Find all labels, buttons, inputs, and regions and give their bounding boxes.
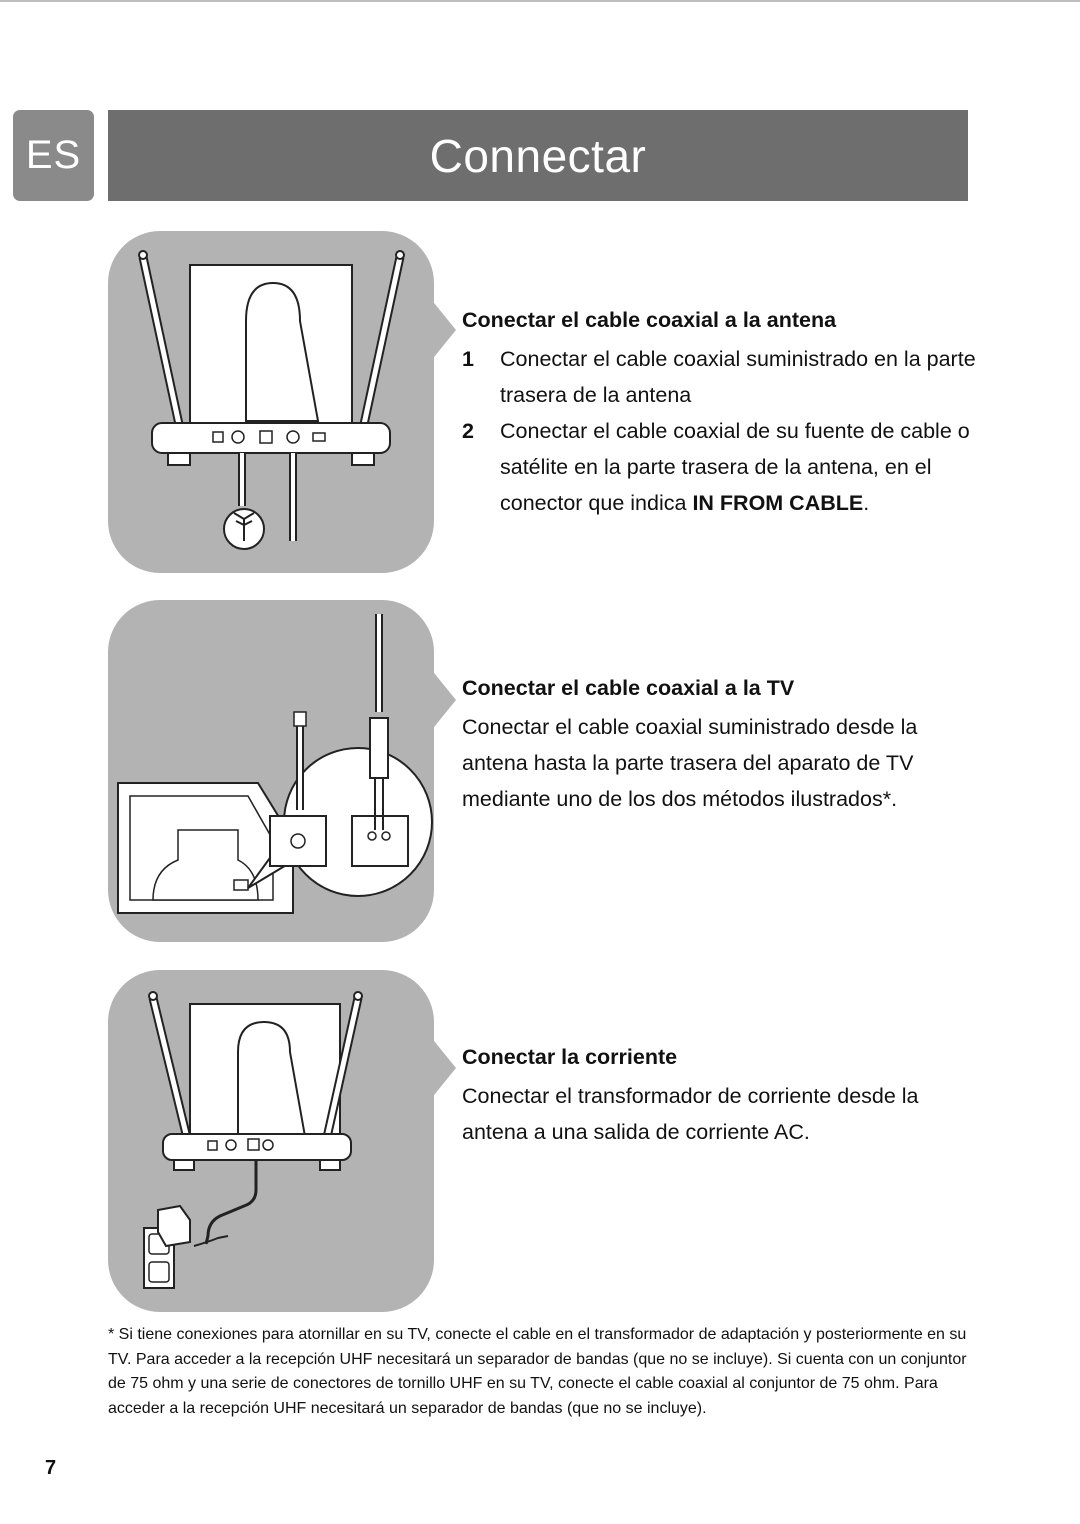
power-connection-illustration xyxy=(108,970,434,1312)
step-text xyxy=(500,413,977,521)
panel-pointer xyxy=(430,1036,456,1100)
page-title: Connectar xyxy=(108,110,968,201)
antenna-illustration-svg xyxy=(108,231,434,573)
section-heading: Conectar el cable coaxial a la antena xyxy=(462,308,837,332)
step-item xyxy=(462,341,977,413)
panel-pointer xyxy=(430,668,456,732)
section-heading: Conectar el cable coaxial a la TV xyxy=(462,676,795,700)
antenna-connection-illustration xyxy=(108,231,434,573)
step-text-part: Conectar el cable coaxial de su fuente de cable o satélite en la parte trasera de la antena, en el conector que indica xyxy=(500,419,970,515)
step-number: 2 xyxy=(462,419,474,443)
top-rule xyxy=(0,0,1080,2)
section-body: Conectar el transformador de corriente desde la antena a una salida de corriente AC. xyxy=(462,1084,919,1144)
section-heading: Conectar la corriente xyxy=(462,1045,678,1069)
step-text-part: . xyxy=(863,491,870,515)
language-tab: ES xyxy=(13,110,94,201)
tv-illustration-svg xyxy=(108,600,434,942)
page-number: 7 xyxy=(45,1457,57,1479)
footnote: * Si tiene conexiones para atornillar en su TV, conecte el cable en el transformador de adaptación y posteriormente en su TV. Para acceder a la recepción UHF necesitará un separador de bandas (que no se incluye). Si cuenta con un conjuntor de 75 ohm y una serie de conectores de tornillo UHF en su TV, conecte el cable coaxial al conjuntor de 75 ohm. Para acceder a la recepción UHF necesitará un separador de bandas (que no se incluye). xyxy=(108,1326,967,1417)
tv-connection-illustration xyxy=(108,600,434,942)
power-illustration-svg xyxy=(108,970,434,1312)
section-power xyxy=(462,1042,977,1150)
section-body: Conectar el cable coaxial suministrado desde la antena hasta la parte trasera del aparato de TV mediante uno de los dos métodos ilustrados*. xyxy=(462,715,918,811)
section-antenna xyxy=(462,305,977,521)
connector-label: IN FROM CABLE xyxy=(692,491,864,515)
section-tv xyxy=(462,673,977,817)
panel-pointer xyxy=(430,298,456,362)
step-text: Conectar el cable coaxial suministrado en la parte trasera de la antena xyxy=(500,347,976,407)
step-number: 1 xyxy=(462,347,474,371)
step-item xyxy=(462,413,977,521)
